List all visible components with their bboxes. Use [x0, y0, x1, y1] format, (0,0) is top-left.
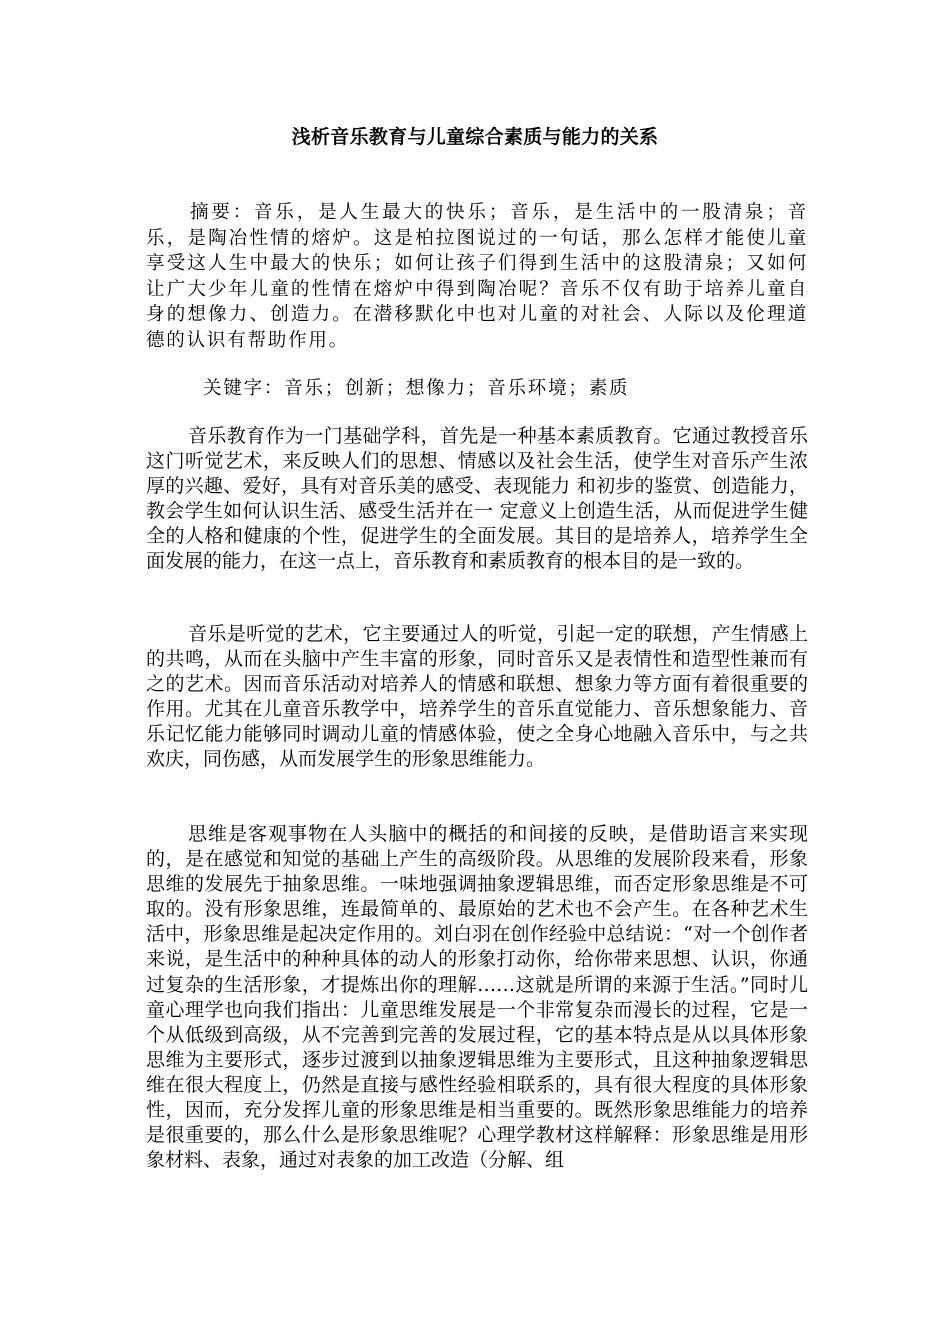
- document-title: 浅析音乐教育与儿童综合素质与能力的关系: [291, 126, 659, 148]
- abstract-paragraph: 摘要：音乐，是人生最大的快乐；音乐，是生活中的一股清泉；音乐，是陶冶性情的熔炉。这是柏拉图说过的一句话，那么怎样才能使儿童享受这人生中最大的快乐；如何让孩子们得到生活中的这股清泉；又如何让广大少年儿童的性情在熔炉中得到陶冶呢？音乐不仅有助于培养儿童自身的想像力、创造力。在潜移默化中也对儿童的对社会、人际以及伦理道德的认识有帮助作用。: [146, 202, 808, 351]
- body-paragraph-2: 音乐是听觉的艺术，它主要通过人的听觉，引起一定的联想，产生情感上的共鸣，从而在头脑中产生丰富的形象，同时音乐又是表情性和造型性兼而有之的艺术。因而音乐活动对培养人的情感和联想、想象力等方面有着很重要的作用。尤其在儿童音乐教学中，培养学生的音乐直觉能力、音乐想象能力、音乐记忆能力能够同时调动儿童的情感体验，使之全身心地融入音乐中，与之共欢庆，同伤感，从而发展学生的形象思维能力。: [146, 623, 808, 771]
- body-paragraph-1: 音乐教育作为一门基础学科，首先是一种基本素质教育。它通过教授音乐这门听觉艺术，来反映人们的思想、情感以及社会生活，使学生对音乐产生浓厚的兴趣、爱好，具有对音乐美的感受、表现能力 和初步的鉴赏、创造能力，教会学生如何认识生活、感受生活并在一 定意义上创造生活，从而促进学生健全的人格和健康的个性，促进学生的全面发展。其目的是培养人，培养学生全面发展的能力，在这一点上，音乐教育和素质教育的根本目的是一致的。: [146, 425, 808, 573]
- body-paragraph-3: 思维是客观事物在人头脑中的概括的和间接的反映，是借助语言来实现的，是在感觉和知觉的基础上产生的高级阶段。从思维的发展阶段来看，形象思维的发展先于抽象思维。一味地强调抽象逻辑思维，而否定形象思维是不可取的。没有形象思维，连最简单的、最原始的艺术也不会产生。在各种艺术生活中，形象思维是起决定作用的。刘白羽在创作经验中总结说：“对一个创作者来说，是生活中的种种具体的动人的形象打动你，给你带来思想、认识，你通过复杂的生活形象，才提炼出你的理解……这就是所谓的来源于生活。”同时儿童心理学也向我们指出：儿童思维发展是一个非常复杂而漫长的过程，它是一个从低级到高级，从不完善到完善的发展过程，它的基本特点是从以具体形象思维为主要形式，逐步过渡到以抽象逻辑思维为主要形式，且这种抽象逻辑思维在很大程度上，仍然是直接与感性经验相联系的，具有很大程度的具体形象性，因而，充分发挥儿童的形象思维是相当重要的。既然形象思维能力的培养是很重要的，那么什么是形象思维呢？心理学教材这样解释：形象思维是用形象材料、表象，通过对表象的加工改造（分解、组: [146, 823, 808, 1172]
- keywords-line: 关键字：音乐；创新；想像力；音乐环境；素质: [203, 378, 630, 399]
